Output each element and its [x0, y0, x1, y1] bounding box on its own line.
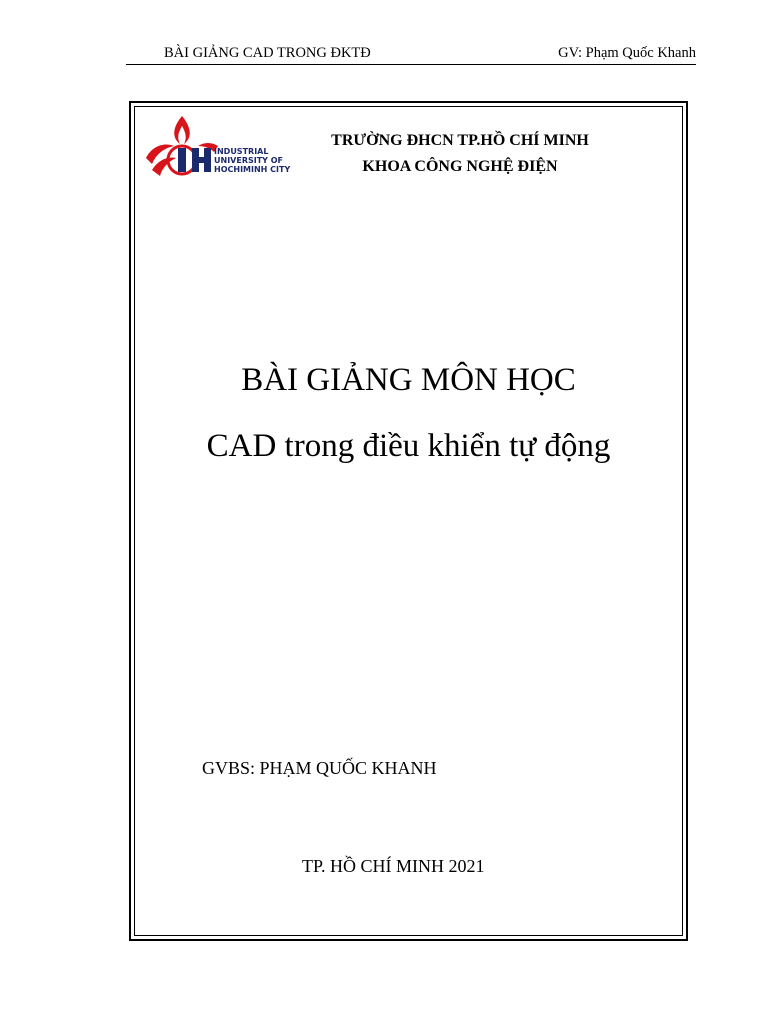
- cover-title: BÀI GIẢNG MÔN HỌC: [241, 362, 576, 398]
- faculty-name: KHOA CÔNG NGHỆ ĐIỆN: [362, 158, 558, 175]
- logo-text-line1: INDUSTRIAL: [214, 147, 269, 156]
- page-header: [126, 42, 696, 65]
- school-name-block: [300, 128, 620, 180]
- iuh-logo-icon: [142, 112, 292, 184]
- city-year-line: TP. HỒ CHÍ MINH 2021: [302, 856, 485, 876]
- logo-text-line2: UNIVERSITY OF: [214, 156, 284, 165]
- university-name: TRƯỜNG ĐHCN TP.HỒ CHÍ MINH: [331, 132, 589, 149]
- lecturer-line: GVBS: PHẠM QUỐC KHANH: [202, 758, 437, 778]
- header-lecturer: GV: Phạm Quốc Khanh: [558, 45, 696, 61]
- cover-frame-inner: [134, 106, 683, 936]
- header-course-title: BÀI GIẢNG CAD TRONG ĐKTĐ: [164, 45, 371, 61]
- cover-subtitle: CAD trong điều khiển tự động: [206, 428, 611, 464]
- logo-text-line3: HOCHIMINH CITY: [214, 165, 291, 174]
